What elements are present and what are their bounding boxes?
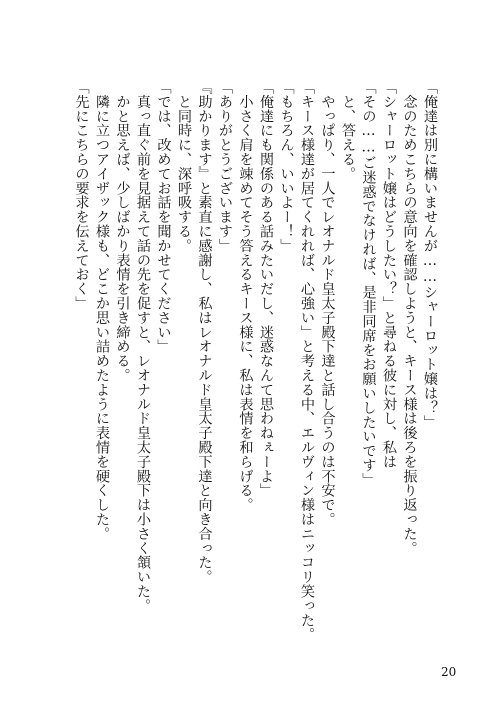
text-line: 「シャーロット嬢はどうしたい？」と尋ねる彼に対し、私は [381,80,397,469]
text-line: 「もちろん、いいよー！」 [278,80,295,253]
text-line: 「先にこちらの要求を伝えておく」 [73,80,90,311]
text-line: と、答える。 [340,80,356,181]
text-line: 「ありがとうございます」 [217,80,233,253]
page-number: 20 [441,665,457,679]
text-line: 隣に立つアイザック様も、どこか思い詰めたように表情を硬くした。 [94,80,110,541]
text-line: と同時に、深呼吸する。 [176,80,192,253]
text-line: 「キース様達が居てくれれば、心強い」と考える中、エルヴィン様はニッコリ笑った。 [299,80,315,642]
text-line: 「俺達は別に構いませんが……シャーロット嬢は？」 [422,80,438,430]
text-line: 『助かります』と素直に感謝し、私はレオナルド皇太子殿下達と向き合った。 [196,80,213,584]
text-line: 「その……ご迷惑でなければ、是非同席をお願いしたいです」 [360,80,377,487]
text-line: かと思えば、少しばかり表情を引き締める。 [114,80,131,383]
text-line: やっぱり、一人でレオナルド皇太子殿下達と話し合うのは不安で。 [319,80,336,527]
text-line: 小さく肩を竦めてそう答えるキース様に、私は表情を和らげる。 [237,80,254,512]
vertical-text-body [71,80,440,650]
text-line: 念のためこちらの意向を確認しようと、キース様は後ろを振り返った。 [401,80,418,556]
text-line: 真っ直ぐ前を見据えて話の先を促すと、レオナルド皇太子殿下は小さく頷いた。 [135,80,151,613]
text-line: 「では、改めてお話を聞かせてください」 [155,80,172,354]
text-line: 「俺達にも関係のある話みたいだし、迷惑なんて思わねぇーよ」 [258,80,274,498]
